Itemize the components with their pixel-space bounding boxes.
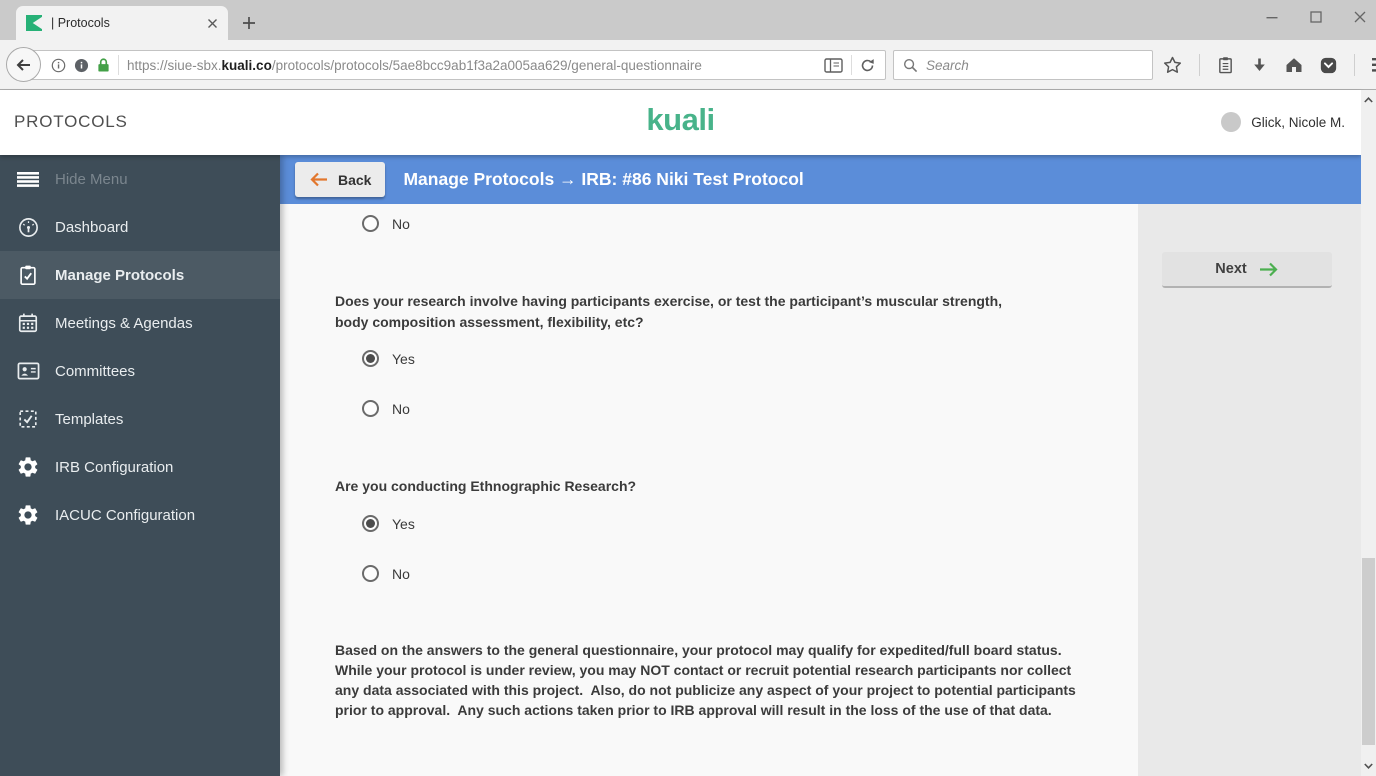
page-scrollbar[interactable]	[1361, 90, 1376, 776]
reload-icon[interactable]	[860, 58, 879, 73]
radio-option-q2-yes[interactable]	[362, 515, 415, 532]
sidebar-item-label: Meetings & Agendas	[55, 314, 193, 332]
sidebar-item-irb-configuration[interactable]	[0, 443, 280, 491]
sidebar-item-manage-protocols[interactable]	[0, 251, 280, 299]
sidebar-item-dashboard[interactable]	[0, 203, 280, 251]
next-button[interactable]	[1162, 252, 1332, 288]
downloads-icon[interactable]	[1251, 57, 1268, 74]
radio-label: No	[392, 215, 410, 232]
questionnaire-content	[280, 204, 1138, 776]
avatar	[1221, 112, 1241, 132]
back-arrow-icon	[15, 57, 32, 73]
kuali-favicon-icon	[26, 15, 42, 31]
radio-icon[interactable]	[362, 400, 379, 417]
back-button[interactable]	[295, 162, 385, 197]
radio-label: Yes	[392, 350, 415, 367]
protocol-header-bar	[280, 155, 1361, 204]
search-icon	[903, 58, 918, 73]
gauge-icon	[15, 216, 41, 239]
bookmarks-clipboard-icon[interactable]	[1217, 56, 1234, 74]
menu-hamburger-icon[interactable]	[1372, 58, 1376, 72]
gear-icon	[15, 455, 41, 479]
kuali-logo: kuali	[646, 102, 715, 137]
radio-option-q2-no[interactable]	[362, 565, 410, 582]
scroll-down-icon[interactable]	[1361, 758, 1376, 774]
https-lock-icon[interactable]	[97, 57, 110, 73]
tab-title: | Protocols	[51, 16, 110, 30]
gear-icon	[15, 503, 41, 527]
action-panel	[1138, 204, 1361, 776]
question-text: Does your research involve having participants exercise, or test the participant’s muscular strength, body composition assessment, flexibility, etc?	[335, 293, 1003, 330]
sidebar-item-meetings-agendas[interactable]	[0, 299, 280, 347]
window-controls	[1266, 5, 1366, 29]
home-icon[interactable]	[1285, 57, 1303, 73]
url-text[interactable]: https://siue-sbx.kuali.co/protocols/protocols/5ae8bcc9ab1f3a2a005aa629/general-questionnaire	[127, 57, 702, 73]
next-arrow-icon	[1258, 262, 1279, 277]
sidebar-item-label: Dashboard	[55, 218, 129, 236]
radio-icon[interactable]	[362, 515, 379, 532]
back-button-label: Back	[338, 171, 372, 188]
navbar-icons	[1163, 50, 1376, 80]
browser-navbar	[0, 40, 1376, 90]
questionnaire-notice: Based on the answers to the general questionnaire, your protocol may qualify for expedited/full board status. While your protocol is under review, you may NOT contact or recruit potential research participants nor collect any data associated with this project. Also, do not publicize any aspect of your project to potential participants prior to approval. Any such actions taken prior to IRB approval will result in the loss of the use of that data.	[335, 642, 1080, 718]
sidebar-item-label: Manage Protocols	[55, 266, 185, 284]
radio-option-leading-no[interactable]	[362, 215, 410, 232]
bookmark-star-icon[interactable]	[1163, 56, 1182, 74]
browser-tab[interactable]	[16, 6, 228, 40]
url-bar[interactable]	[24, 50, 886, 80]
radio-option-q1-no[interactable]	[362, 400, 410, 417]
radio-icon[interactable]	[362, 565, 379, 582]
sidebar-item-label: IACUC Configuration	[55, 506, 196, 524]
app-title: PROTOCOLS	[14, 112, 128, 131]
clipboard-check-icon	[15, 264, 41, 287]
radio-label: Yes	[392, 515, 415, 532]
url-divider	[118, 55, 119, 75]
toolbar-divider	[1354, 54, 1355, 76]
user-menu[interactable]	[1221, 112, 1345, 132]
radio-icon[interactable]	[362, 350, 379, 367]
window-close-icon[interactable]	[1354, 11, 1366, 23]
sidebar-item-templates[interactable]	[0, 395, 280, 443]
search-input[interactable]	[893, 50, 1153, 80]
toolbar-divider	[1199, 54, 1200, 76]
new-tab-button[interactable]	[238, 12, 260, 34]
user-name: Glick, Nicole M.	[1251, 114, 1345, 130]
hide-menu-hamburger-icon	[15, 172, 41, 187]
scroll-up-icon[interactable]	[1361, 92, 1376, 108]
search-placeholder: Search	[926, 57, 969, 73]
reader-mode-icon[interactable]	[824, 58, 843, 73]
radio-option-q1-yes[interactable]	[362, 350, 415, 367]
sidebar-item-label: Committees	[55, 362, 136, 380]
info-icon[interactable]	[51, 58, 66, 73]
sidebar-item-label: Templates	[55, 410, 124, 428]
sidebar-item-hide-menu[interactable]	[0, 155, 280, 203]
id-card-icon	[15, 361, 41, 381]
app-header	[0, 90, 1361, 155]
breadcrumb-title: Manage Protocols → IRB: #86 Niki Test Protocol	[403, 169, 804, 189]
radio-icon[interactable]	[362, 215, 379, 232]
sidebar-item-iacuc-configuration[interactable]	[0, 491, 280, 539]
url-divider	[851, 55, 852, 75]
sidebar	[0, 155, 280, 776]
pocket-icon[interactable]	[1320, 57, 1337, 74]
browser-titlebar	[0, 0, 1376, 40]
question-text: Are you conducting Ethnographic Research?	[335, 478, 637, 494]
radio-label: No	[392, 400, 410, 417]
back-arrow-icon	[309, 172, 329, 187]
calendar-icon	[15, 312, 41, 334]
scrollbar-thumb[interactable]	[1362, 558, 1375, 745]
sidebar-item-label: IRB Configuration	[55, 458, 174, 476]
next-button-label: Next	[1215, 261, 1247, 277]
template-check-icon	[15, 408, 41, 430]
radio-label: No	[392, 565, 410, 582]
window-maximize-icon[interactable]	[1310, 11, 1322, 23]
permissions-info-icon[interactable]	[74, 58, 89, 73]
browser-back-button[interactable]	[6, 47, 41, 82]
window-minimize-icon[interactable]	[1266, 11, 1278, 23]
tab-close-icon[interactable]	[207, 18, 218, 29]
sidebar-item-committees[interactable]	[0, 347, 280, 395]
sidebar-item-label: Hide Menu	[55, 170, 128, 188]
